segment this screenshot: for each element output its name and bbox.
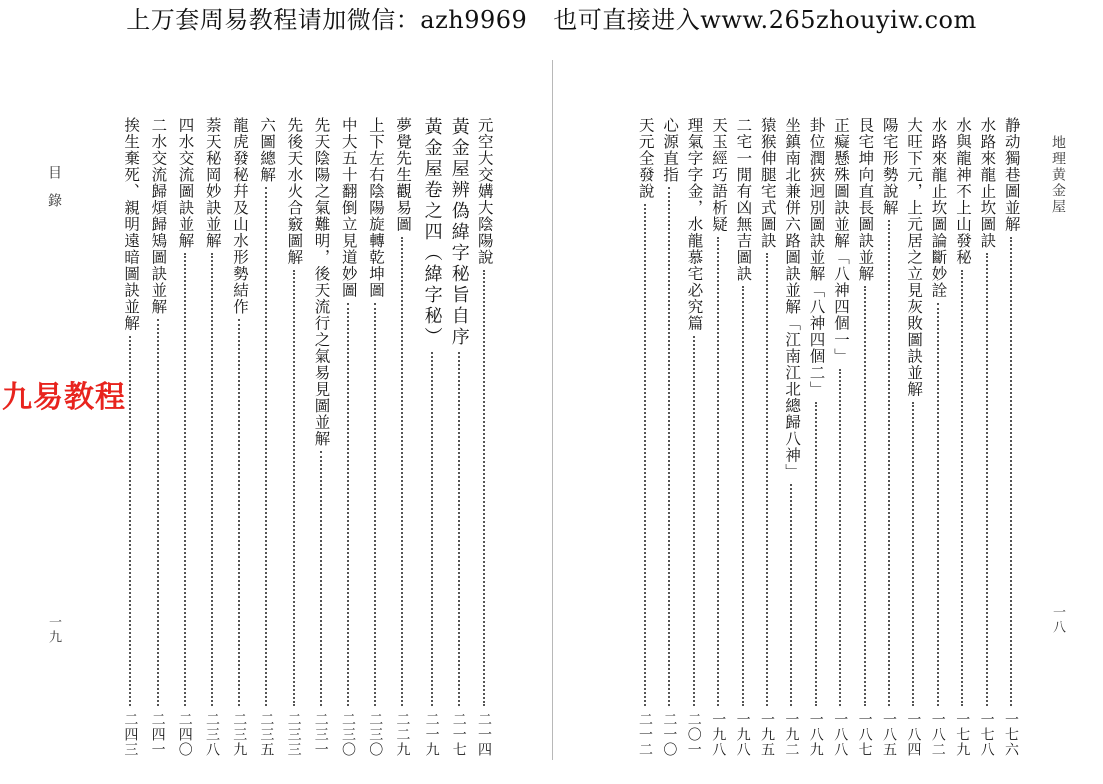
right-page-folio: 一八 xyxy=(1050,605,1065,635)
toc-entry-title: 先後天水火合竅圖解 xyxy=(285,117,304,266)
promo-banner xyxy=(0,2,1103,38)
toc-entry xyxy=(203,117,221,757)
toc-entry xyxy=(257,117,275,757)
toc-entry-title: 六圖總解 xyxy=(258,117,277,183)
left-page-header: 目錄 xyxy=(46,165,62,221)
toc-dot-leader xyxy=(839,369,841,707)
toc-entry-title: 天玉經巧語析疑 xyxy=(709,117,728,233)
right-page-header: 地理黄金屋 xyxy=(1050,135,1066,215)
toc-entry-page-number: 二三八 xyxy=(204,712,220,757)
toc-entry xyxy=(285,117,303,757)
toc-entry-page-number: 一九五 xyxy=(759,712,775,757)
toc-dot-leader xyxy=(742,286,744,706)
toc-entry-page-number: 一八七 xyxy=(856,712,873,757)
toc-entry-page-number: 一七八 xyxy=(978,712,995,757)
toc-entry-title: 理氣字字金，水龍慕宅必究篇 xyxy=(685,117,704,332)
toc-entry-page-number: 二三五 xyxy=(258,712,275,757)
watermark-logo: 九易教程 xyxy=(2,380,126,415)
toc-entry-page-number: 一九二 xyxy=(783,712,800,757)
toc-entry-page-number: 二〇一 xyxy=(685,712,702,757)
toc-entry xyxy=(758,117,776,757)
toc-entry-page-number: 二三三 xyxy=(285,712,302,757)
toc-entry-page-number: 一八二 xyxy=(929,712,946,757)
toc-entry xyxy=(176,117,194,757)
toc-dot-leader xyxy=(458,352,460,706)
toc-entry xyxy=(880,117,898,757)
toc-dot-leader xyxy=(864,286,866,706)
toc-entry-page-number: 二四三 xyxy=(122,712,139,757)
toc-dot-leader xyxy=(293,270,295,707)
toc-entry xyxy=(1002,117,1020,757)
toc-dot-leader xyxy=(320,451,322,706)
toc-entry xyxy=(929,117,947,757)
toc-entry xyxy=(831,117,849,757)
toc-entry-title: 正癡懸殊圖訣並解「八神四個一」 xyxy=(831,117,850,365)
toc-entry xyxy=(978,117,996,757)
toc-entry-title: 艮宅坤向直長圖訣並解 xyxy=(856,117,875,282)
left-page xyxy=(30,85,550,765)
toc-entry xyxy=(856,117,874,757)
toc-dot-leader xyxy=(766,253,768,706)
toc-entry-title: 中大五十翻倒立見道妙圖 xyxy=(339,117,358,299)
toc-entry-title: 挨生棄死、親明遠暗圖訣並解 xyxy=(122,117,141,332)
toc-dot-leader xyxy=(483,270,485,707)
toc-entry-title: 二水交流歸煩歸鴙圖訣並解 xyxy=(149,117,168,315)
toc-entry-title: 黃金屋卷之四（緯字秘） xyxy=(421,117,443,348)
toc-entry-title: 陽宅形勢說解 xyxy=(880,117,899,216)
toc-entry xyxy=(782,117,800,757)
toc-dot-leader xyxy=(265,187,267,706)
toc-entry-page-number: 一八四 xyxy=(905,712,922,757)
toc-entry-title: 坐鎮南北兼併六路圖訣並解「江南江北總歸八神」 xyxy=(783,117,802,480)
toc-dot-leader xyxy=(347,303,349,707)
toc-dot-leader xyxy=(693,336,695,707)
toc-dot-leader xyxy=(815,402,817,707)
toc-entry-page-number: 一八八 xyxy=(832,712,849,757)
toc-entry-title: 元空大交媾大陰陽說 xyxy=(475,117,494,266)
toc-entry xyxy=(660,117,678,757)
toc-entry xyxy=(421,117,443,757)
toc-entry xyxy=(393,117,411,757)
toc-entry xyxy=(121,117,139,757)
toc-entry-page-number: 二三〇 xyxy=(340,712,356,757)
toc-entry-title: 天元全發說 xyxy=(636,117,655,200)
toc-entry xyxy=(448,117,470,757)
toc-dot-leader xyxy=(1010,237,1012,707)
toc-dot-leader xyxy=(374,303,376,707)
toc-entry-page-number: 一七九 xyxy=(954,712,971,757)
toc-entry-title: 水路來龍止坎圖訣 xyxy=(978,117,997,249)
toc-dot-leader xyxy=(668,187,670,706)
toc-entry-page-number: 一九八 xyxy=(734,712,751,757)
toc-dot-leader xyxy=(790,484,792,706)
book-spine xyxy=(552,60,553,760)
toc-entry-title: 卦位潤狹迥別圖訣並解「八神四個二」 xyxy=(807,117,826,398)
toc-entry xyxy=(904,117,922,757)
toc-dot-leader xyxy=(937,303,939,707)
toc-entry xyxy=(312,117,330,757)
toc-entry xyxy=(475,117,493,757)
toc-dot-leader xyxy=(644,204,646,707)
toc-entry xyxy=(953,117,971,757)
toc-entry-title: 水與龍神不上山發秘 xyxy=(953,117,972,266)
toc-dot-leader xyxy=(238,319,240,706)
right-page xyxy=(570,85,1090,765)
toc-dot-leader xyxy=(986,253,988,706)
toc-entry-title: 四水交流圖訣並解 xyxy=(176,117,195,249)
toc-entry-page-number: 二四〇 xyxy=(176,712,193,757)
toc-dot-leader xyxy=(888,220,890,706)
toc-entry xyxy=(339,117,357,757)
toc-entry xyxy=(709,117,727,757)
toc-entry-title: 心源直指 xyxy=(661,117,680,183)
toc-entry-page-number: 一八五 xyxy=(881,712,897,757)
toc-entry xyxy=(366,117,384,757)
toc-entry xyxy=(636,117,654,757)
toc-dot-leader xyxy=(717,237,719,707)
toc-entry-page-number: 二一四 xyxy=(476,712,492,757)
toc-entry-page-number: 二一二 xyxy=(637,712,653,757)
toc-entry xyxy=(149,117,167,757)
toc-entry-page-number: 一八九 xyxy=(807,712,824,757)
toc-dot-leader xyxy=(961,270,963,707)
toc-entry-page-number: 二一七 xyxy=(450,712,467,757)
toc-entry xyxy=(230,117,248,757)
toc-entry-title: 二宅一閒有凶無吉圖訣 xyxy=(734,117,753,282)
toc-entry-title: 萘天秘岡妙訣並解 xyxy=(203,117,222,249)
toc-entry-title: 水路來龍止坎圖論斷妙詮 xyxy=(929,117,948,299)
toc-entry-title: 上下左右陰陽旋轉乾坤圖 xyxy=(366,117,385,299)
toc-dot-leader xyxy=(211,253,213,706)
toc-entry-title: 夢覺先生觀易圖 xyxy=(394,117,413,233)
toc-entry-page-number: 一七六 xyxy=(1003,712,1019,757)
toc-dot-leader xyxy=(431,352,433,706)
banner-text-wechat: 上万套周易教程请加微信：azh9969 xyxy=(126,6,528,34)
toc-entry xyxy=(734,117,752,757)
toc-entry-page-number: 二一九 xyxy=(423,712,440,757)
toc-entry-title: 先天陰陽之氣難明，後天流行之氣易見圖並解 xyxy=(312,117,331,447)
toc-entry xyxy=(685,117,703,757)
toc-dot-leader xyxy=(129,336,131,707)
toc-dot-leader xyxy=(401,237,403,707)
toc-entry-page-number: 二三〇 xyxy=(367,712,384,757)
toc-entry-title: 黃金屋辨偽緯字秘旨自序 xyxy=(448,117,470,348)
toc-entry-page-number: 二四一 xyxy=(149,712,166,757)
toc-entry-page-number: 二三九 xyxy=(231,712,248,757)
toc-dot-leader xyxy=(912,402,914,707)
toc-entry-page-number: 二二九 xyxy=(394,712,411,757)
toc-entry-title: 大旺下元，上元居之立見灰敗圖訣並解 xyxy=(905,117,924,398)
toc-entry xyxy=(807,117,825,757)
toc-entry-title: 龍虎發秘幷及山水形勢結作 xyxy=(230,117,249,315)
toc-entry-title: 猿猴伸腿宅式圖訣 xyxy=(758,117,777,249)
toc-dot-leader xyxy=(157,319,159,706)
toc-entry-title: 静动獨巷圖並解 xyxy=(1002,117,1021,233)
toc-entry-page-number: 二三一 xyxy=(312,712,329,757)
banner-text-website: 也可直接进入www.265zhouyiw.com xyxy=(553,6,977,34)
left-page-folio: 一九 xyxy=(46,615,61,645)
toc-entry-page-number: 一九八 xyxy=(710,712,727,757)
toc-entry-page-number: 二一〇 xyxy=(661,712,678,757)
toc-dot-leader xyxy=(184,253,186,706)
